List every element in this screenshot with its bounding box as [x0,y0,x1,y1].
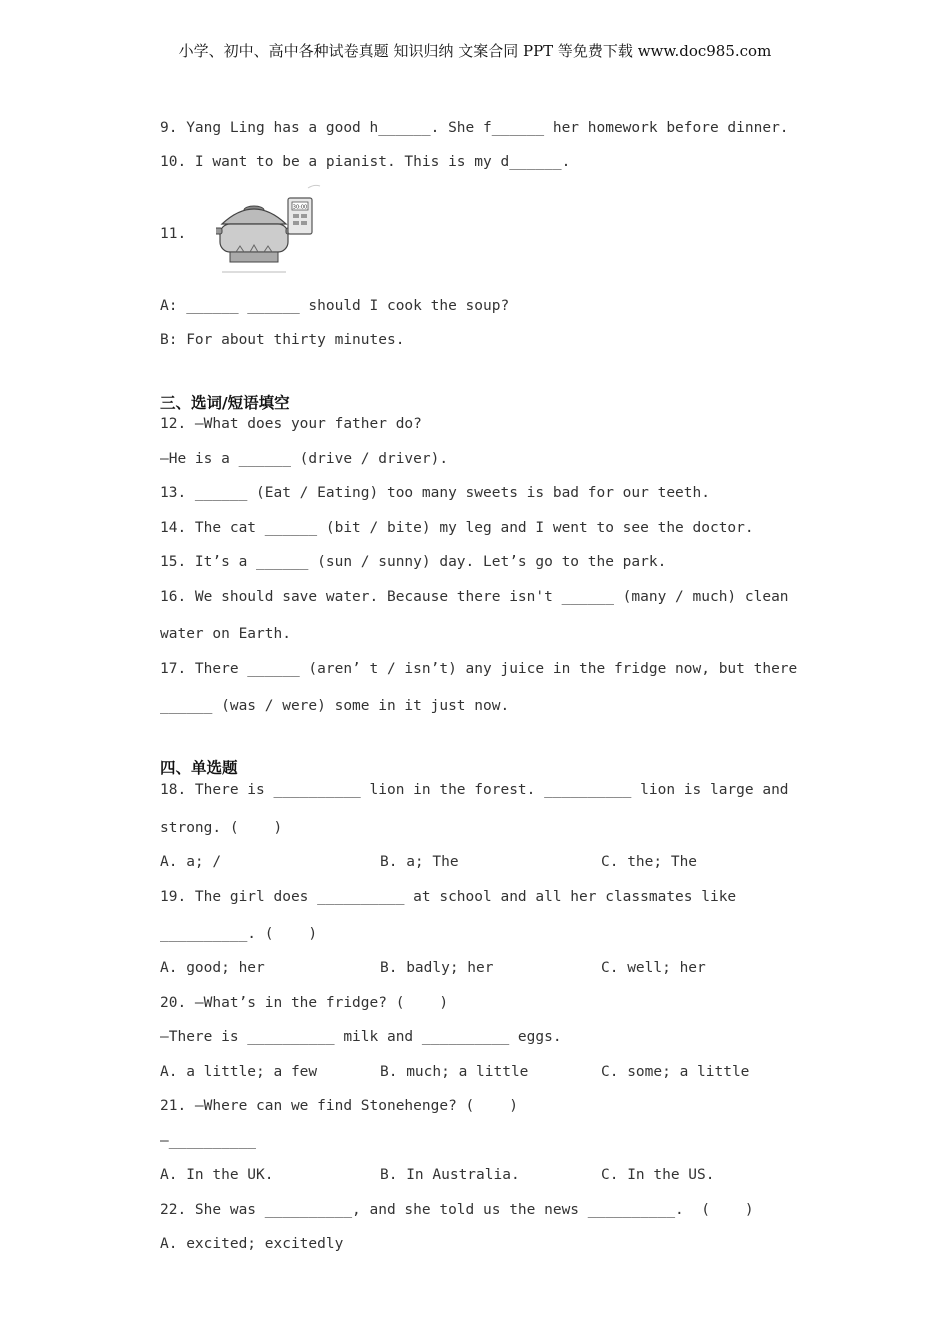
question-18-line-a: 18. There is __________ lion in the forest. __________ lion is large and [160,782,789,798]
question-18-option-c: C. the; The [601,854,698,870]
question-19-line-b: __________. ( ) [160,926,318,942]
question-21-option-c: C. In the US. [601,1167,715,1183]
page-header-banner: 小学、初中、高中各种试卷真题 知识归纳 文案合同 PPT 等免费下载 www.doc985.com [178,42,772,60]
question-20-option-c: C. some; a little [601,1064,750,1080]
question-14: 14. The cat ______ (bit / bite) my leg and I went to see the doctor. [160,520,754,536]
question-19-option-b: B. badly; her [380,960,494,976]
question-12-line-a: 12. —What does your father do? [160,416,422,432]
question-19-option-a: A. good; her [160,960,265,976]
question-12-line-b: —He is a ______ (drive / driver). [160,451,449,467]
question-19-option-c: C. well; her [601,960,706,976]
question-18-line-b: strong. ( ) [160,820,283,836]
question-16-line-a: 16. We should save water. Because there isn't ______ (many / much) clean [160,589,789,605]
question-11-line-b: B: For about thirty minutes. [160,332,405,348]
question-18-option-a: A. a; / [160,854,222,870]
question-21-option-a: A. In the UK. [160,1167,274,1183]
question-16-line-b: water on Earth. [160,626,291,642]
question-20-option-b: B. much; a little [380,1064,529,1080]
question-20-line-a: 20. —What’s in the fridge? ( ) [160,995,449,1011]
question-11-number: 11. [160,226,187,242]
question-22-line-a: 22. She was __________, and she told us the news __________. ( ) [160,1202,754,1218]
question-11-line-a: A: ______ ______ should I cook the soup? [160,298,510,314]
question-20-line-b: —There is __________ milk and __________ eggs. [160,1029,562,1045]
soup-pot-and-timer-icon [216,180,376,276]
section-title-single-choice: 四、单选题 [160,759,238,777]
section-title-fill-in-words: 三、选词/短语填空 [160,394,290,412]
question-21-option-b: B. In Australia. [380,1167,520,1183]
question-18-option-b: B. a; The [380,854,459,870]
question-21-line-b: —__________ [160,1133,257,1149]
question-17-line-a: 17. There ______ (aren’ t / isn’t) any juice in the fridge now, but there [160,661,798,677]
question-17-line-b: ______ (was / were) some in it just now. [160,698,510,714]
question-20-option-a: A. a little; a few [160,1064,318,1080]
question-21-line-a: 21. —Where can we find Stonehenge? ( ) [160,1098,518,1114]
question-9: 9. Yang Ling has a good h______. She f______ her homework before dinner. [160,120,789,136]
svg-text:30:00: 30:00 [292,204,308,211]
question-19-line-a: 19. The girl does __________ at school and all her classmates like [160,889,737,905]
question-22-option-a: A. excited; excitedly [160,1236,344,1252]
question-10: 10. I want to be a pianist. This is my d______. [160,154,571,170]
question-15: 15. It’s a ______ (sun / sunny) day. Let’s go to the park. [160,554,667,570]
question-13: 13. ______ (Eat / Eating) too many sweets is bad for our teeth. [160,485,710,501]
